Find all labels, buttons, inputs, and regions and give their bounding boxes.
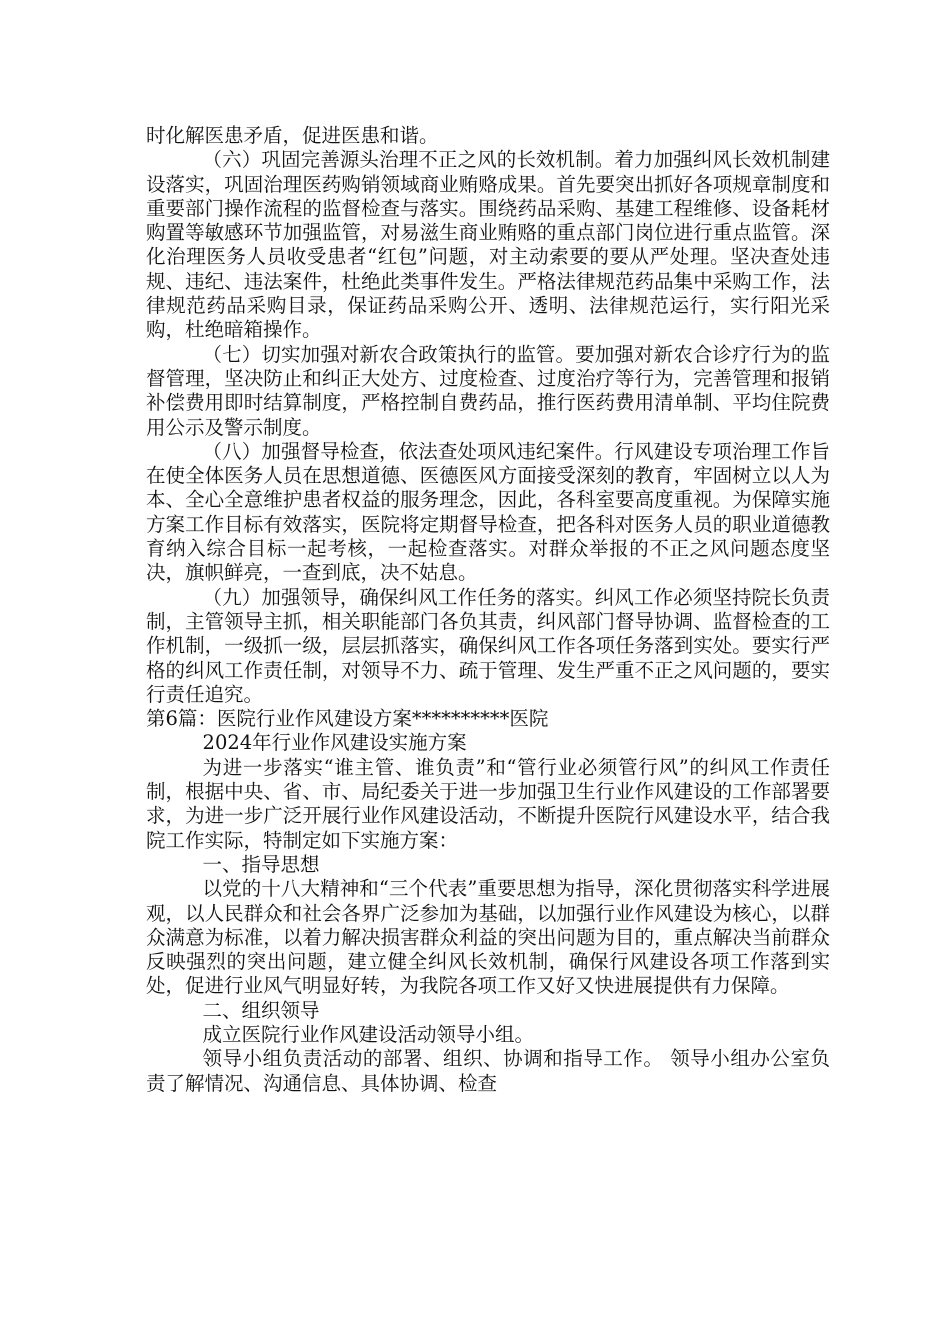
document-page: [146, 124, 830, 1096]
heading-guiding-thought: 一、指导思想: [202, 852, 320, 876]
paragraph-2: （六）巩固完善源头治理不正之风的长效机制。着力加强纠风长效机制建设落实，巩固治理医药购销领域商业贿赂成果。首先要突出抓好各项规章制度和重要部门操作流程的监督检查与落实。围绕药品采购、基建工程维修、设备耗材购置等敏感环节加强监管，对易滋生商业贿赂的重点部门岗位进行重点监管。深化治理医务人员收受患者“红包”问题，对主动索要的要从严处理。坚决查处违规、违纪、违法案件，杜绝此类事件发生。严格法律规范药品集中采购工作，法律规范药品采购目录，保证药品采购公开、透明、法律规范运行，实行阳光采购，杜绝暗箱操作。: [146, 148, 830, 342]
paragraph-group: 成立医院行业作风建设活动领导小组。: [202, 1022, 535, 1046]
section-heading: 第6篇：医院行业作风建设方案**********医院: [146, 707, 549, 731]
heading-organization: 二、组织领导: [202, 998, 320, 1022]
paragraph-3: （七）切实加强对新农合政策执行的监管。要加强对新农合诊疗行为的监督管理，坚决防止和纠正大处方、过度检查、过度治疗等行为，完善管理和报销补偿费用即时结算制度，严格控制自费药品，推行医药费用清单制、平均住院费用公示及警示制度。: [146, 342, 830, 439]
paragraph-guiding-thought: 以党的十八大精神和“三个代表”重要思想为指导，深化贯彻落实科学进展观，以人民群众和社会各界广泛参加为基础，以加强行业作风建设为核心，以群众满意为标准，以着力解决损害群众利益的突出问题为目的，重点解决当前群众反映强烈的突出问题，建立健全纠风长效机制，确保行风建设各项工作落到实处，促进行业风气明显好转，为我院各项工作又好又快进展提供有力保障。: [146, 877, 830, 998]
paragraph-intro: 为进一步落实“谁主管、谁负责”和“管行业必须管行风”的纠风工作责任制，根据中央、省、市、局纪委关于进一步加强卫生行业作风建设的工作部署要求，为进一步广泛开展行业作风建设活动，不断提升医院行风建设水平，结合我院工作实际，特制定如下实施方案：: [146, 755, 830, 852]
paragraph-1: 时化解医患矛盾，促进医患和谐。: [146, 124, 439, 147]
paragraph-5: （九）加强领导，确保纠风工作任务的落实。纠风工作必须坚持院长负责制，主管领导主抓，相关职能部门各负其责，纠风部门督导协调、监督检查的工作机制，一级抓一级，层层抓落实，确保纠风工作各项任务落到实处。要实行严格的纠风工作责任制，对领导不力、疏于管理、发生严重不正之风问题的，要实行责任追究。: [146, 585, 830, 706]
paragraph-4: （八）加强督导检查，依法查处项风违纪案件。行风建设专项治理工作旨在使全体医务人员在思想道德、医德医风方面接受深刻的教育，牢固树立以人为本、全心全意维护患者权益的服务理念，因此，各科室要高度重视。为保障实施方案工作目标有效落实，医院将定期督导检查，把各科对医务人员的职业道德教育纳入综合目标一起考核，一起检查落实。对群众举报的不正之风问题态度坚决，旗帜鲜亮，一查到底，决不姑息。: [146, 439, 830, 585]
document-title: 2024年行业作风建设实施方案: [202, 731, 467, 755]
paragraph-group-duties: 领导小组负责活动的部署、组织、协调和指导工作。 领导小组办公室负责了解情况、沟通信息、具体协调、检查: [146, 1047, 830, 1095]
